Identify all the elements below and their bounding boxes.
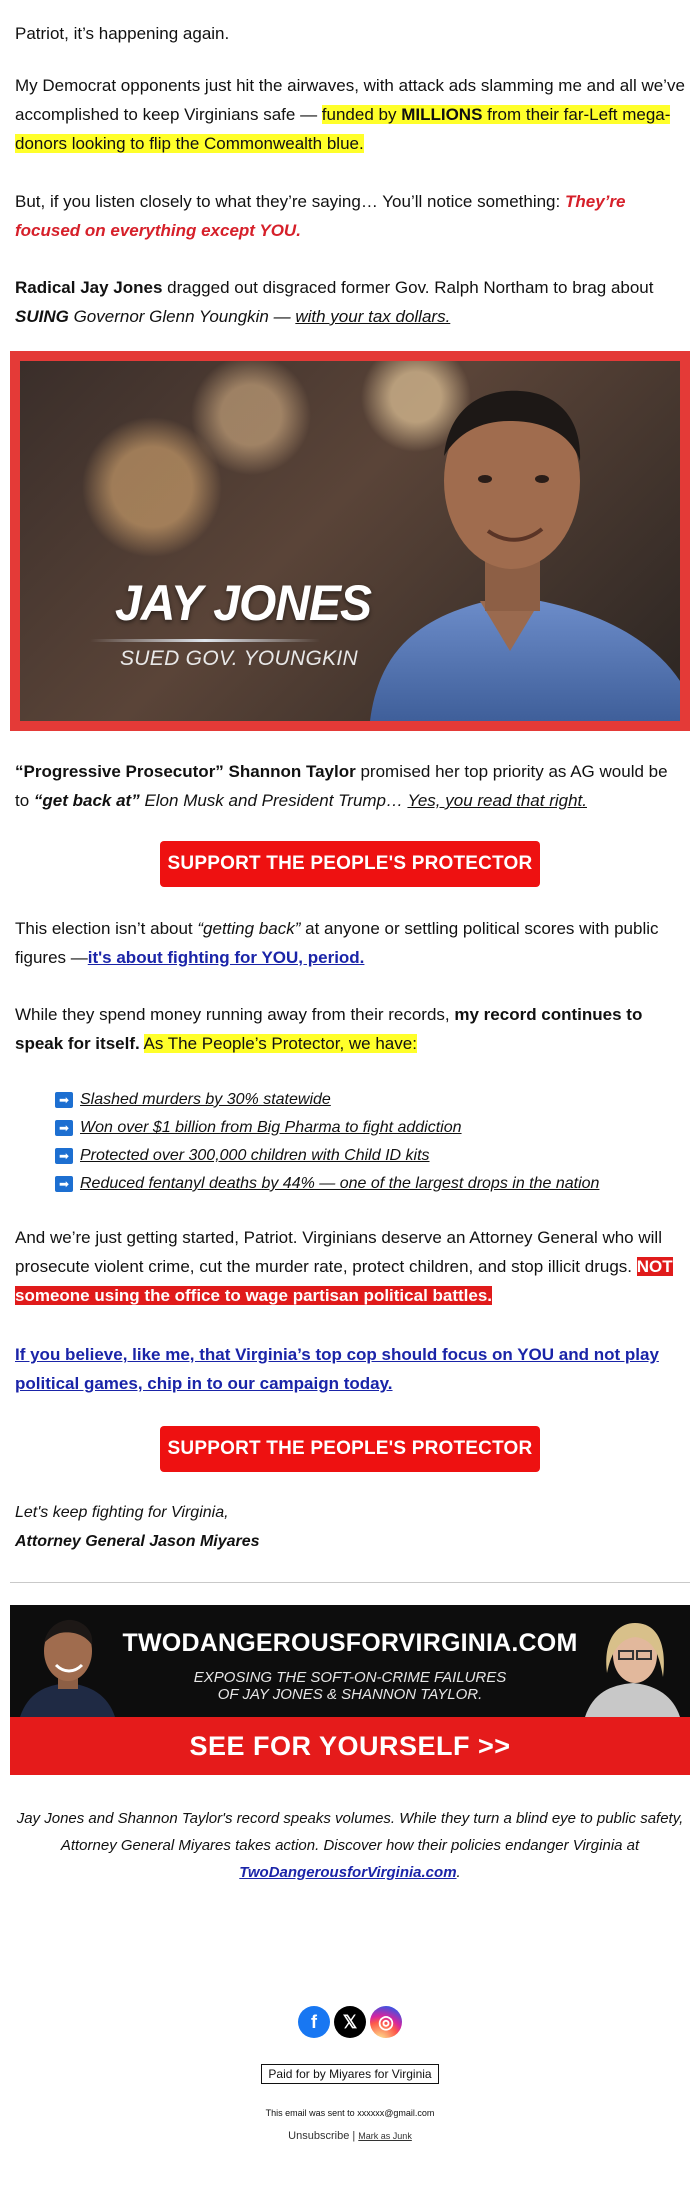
signoff [0, 1498, 700, 1556]
arrow-right-icon: ➡ [55, 1092, 73, 1108]
p2-red-emphasis: They’re focused on everything except YOU. [15, 192, 626, 240]
p1-lead: My Democrat opponents just hit the airwaves, with attack ads slamming me and all we’ve accomplished to keep Virginians safe — [15, 76, 685, 124]
x-icon[interactable]: 𝕏 [334, 2006, 366, 2038]
twodangerous-link[interactable]: TwoDangerousforVirginia.com [239, 1864, 457, 1881]
twodangerous-banner[interactable] [10, 1605, 690, 1775]
signoff-name: Attorney General Jason Miyares [15, 1533, 260, 1550]
instagram-icon[interactable]: ◎ [370, 2006, 402, 2038]
paragraph-record: While they spend money running away from their records, my record continues to speak for itself. As The People’s Protector, we have: [15, 1005, 643, 1053]
facebook-icon[interactable]: f [298, 2006, 330, 2038]
unsubscribe-row: Unsubscribe | Mark as Junk [288, 2130, 412, 2142]
paragraph-chip-in [0, 1340, 700, 1398]
paragraph-attack-ads [0, 71, 700, 158]
paragraph-shannon-taylor: “Progressive Prosecutor” Shannon Taylor promised her top priority as AG would be to “get back at” Elon Musk and President Trump… Yes, you read that right. [15, 762, 668, 810]
greeting: Patriot, it’s happening again. [15, 24, 230, 43]
support-button-1[interactable]: SUPPORT THE PEOPLE'S PROTECTOR [160, 841, 540, 887]
accomplishments-list [0, 1086, 700, 1198]
hero-caption: SUED GOV. YOUNGKIN [120, 647, 358, 670]
shannon-taylor-photo [585, 1613, 680, 1717]
banner-tagline: EXPOSING THE SOFT-ON-CRIME FAILURES OF JAY JONES & SHANNON TAYLOR. [193, 1669, 507, 1703]
support-button-2[interactable]: SUPPORT THE PEOPLE'S PROTECTOR [160, 1426, 540, 1472]
unsubscribe-link[interactable]: Unsubscribe [288, 2130, 350, 2142]
list-item: ➡ Reduced fentanyl deaths by 44% — one of the largest drops in the nation [55, 1170, 700, 1198]
social-icons [0, 2006, 700, 2038]
paragraph-focused: But, if you listen closely to what they’re saying… You’ll notice something: They’re focused on everything except YOU. [15, 192, 626, 240]
list-item: ➡ Slashed murders by 30% statewide [55, 1086, 700, 1114]
hero-image-jay-jones[interactable] [10, 351, 690, 731]
paid-for-disclaimer: Paid for by Miyares for Virginia [261, 2064, 438, 2084]
portrait-photo [350, 361, 680, 721]
arrow-right-icon: ➡ [55, 1148, 73, 1164]
p1-millions: MILLIONS [401, 105, 483, 124]
signoff-line: Let's keep fighting for Virginia, [15, 1504, 229, 1521]
list-item: ➡ Protected over 300,000 children with Child ID kits [55, 1142, 700, 1170]
p7-red-block: NOT someone using the office to wage partisan political battles. [15, 1257, 673, 1305]
sent-to-notice: This email was sent to xxxxxx@gmail.com [265, 2108, 435, 2118]
footer-paragraph: Jay Jones and Shannon Taylor's record speaks volumes. While they turn a blind eye to public safety, Attorney General Miyares takes action. Discover how their policies endanger Virginia at TwoDangerousforVirginia.com. [16, 1810, 684, 1881]
paragraph-getting-started: And we’re just getting started, Patriot. Virginians deserve an Attorney General who will prosecute violent crime, cut the murder rate, protect children, and stop illicit drugs. NOT someone using the office to wage partisan political battles. [15, 1228, 673, 1305]
jay-jones-photo [20, 1613, 115, 1717]
hero-name: JAY JONES [115, 575, 372, 632]
chip-in-link[interactable]: If you believe, like me, that Virginia’s top cop should focus on YOU and not play political games, chip in to our campaign today. [15, 1345, 659, 1393]
p6-highlight: As The People’s Protector, we have: [143, 1034, 417, 1053]
arrow-right-icon: ➡ [55, 1176, 73, 1192]
mark-as-junk-link[interactable]: Mark as Junk [358, 2131, 412, 2141]
fighting-for-you-link[interactable]: it's about fighting for YOU, period. [87, 948, 365, 967]
p1-highlight: funded by MILLIONS from their far-Left mega-donors looking to flip the Commonwealth blue. [15, 105, 671, 153]
list-item: ➡ Won over $1 billion from Big Pharma to fight addiction [55, 1114, 700, 1142]
p3-bold: Radical Jay Jones [15, 278, 163, 297]
see-for-yourself-button[interactable]: SEE FOR YOURSELF >> [10, 1717, 690, 1775]
arrow-right-icon: ➡ [55, 1120, 73, 1136]
hero-divider [90, 639, 320, 642]
p3-underline: with your tax dollars. [295, 307, 451, 326]
paragraph-election: This election isn’t about “getting back” at anyone or settling political scores with public figures —it's about fighting for YOU, period. [15, 919, 659, 967]
paragraph-jay-jones: Radical Jay Jones dragged out disgraced former Gov. Ralph Northam to brag about SUING Governor Glenn Youngkin — with your tax dollars. [15, 278, 654, 326]
banner-site-name: TWODANGEROUSFORVIRGINIA.COM [122, 1629, 578, 1657]
